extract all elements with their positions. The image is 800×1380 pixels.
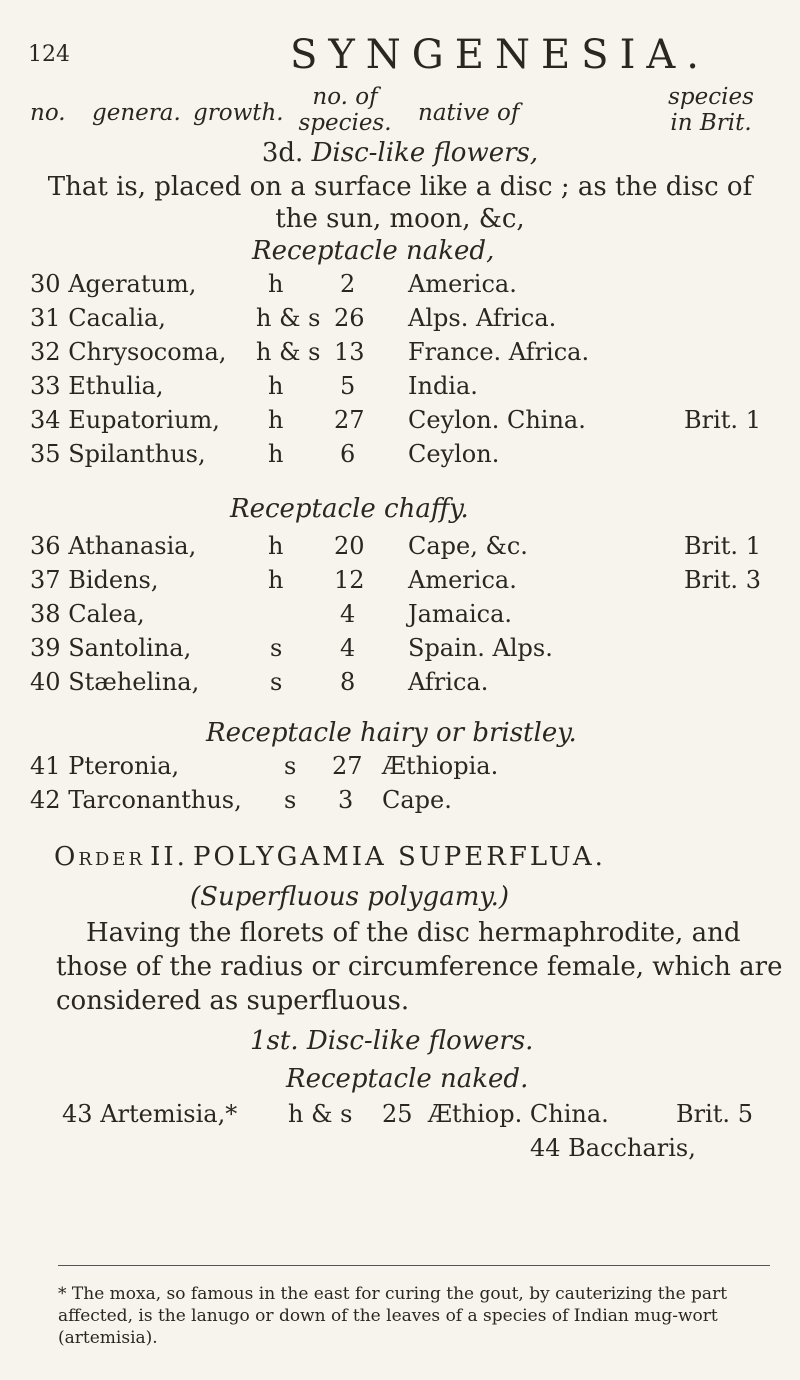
table-row xyxy=(30,752,179,780)
row-species-count: 3 xyxy=(338,786,354,814)
row-species-count: 8 xyxy=(340,668,356,696)
row-growth: h & s xyxy=(288,1100,353,1128)
running-title: SYNGENESIA. xyxy=(290,32,710,78)
row-native: Æthiop. China. xyxy=(428,1100,609,1128)
order-heading xyxy=(54,842,606,872)
row-growth: h xyxy=(268,406,284,434)
row-no: 33 xyxy=(30,372,61,400)
table-row xyxy=(30,270,196,298)
row-brit: Brit. 5 xyxy=(676,1100,753,1128)
row-genus: Santolina, xyxy=(68,634,192,662)
row-genus: Calea, xyxy=(68,600,145,628)
row-species-count: 25 xyxy=(382,1100,413,1128)
row-growth: h xyxy=(268,270,284,298)
col-head-growth: growth. xyxy=(193,100,284,126)
row-native: Africa. xyxy=(408,668,489,696)
col-head-native-of: native of xyxy=(418,100,520,126)
table-row xyxy=(30,668,199,696)
table-row xyxy=(30,532,196,560)
col-head-species-in-brit xyxy=(652,84,770,136)
row-native: Ceylon. China. xyxy=(408,406,586,434)
order-numeral: II. xyxy=(150,842,188,872)
section-heading-3d xyxy=(0,138,800,168)
footnote: * The moxa, so famous in the east for curing the gout, by cauterizing the part affected, is the lanugo or down of the leaves of a species of Indian mug-wort (artemisia). xyxy=(58,1284,728,1348)
row-species-count: 27 xyxy=(334,406,365,434)
group-label-receptacle-naked: Receptacle naked, xyxy=(252,236,495,266)
row-no: 39 xyxy=(30,634,61,662)
row-no: 38 xyxy=(30,600,61,628)
row-genus: Cacalia, xyxy=(68,304,166,332)
row-genus: Artemisia,* xyxy=(100,1100,238,1128)
row-no: 40 xyxy=(30,668,61,696)
section-heading-title: Disc-like flowers, xyxy=(311,138,539,168)
row-no: 37 xyxy=(30,566,61,594)
row-genus: Athanasia, xyxy=(68,532,197,560)
table-row xyxy=(30,372,164,400)
row-no: 31 xyxy=(30,304,61,332)
group-label-receptacle-chaffy: Receptacle chaffy. xyxy=(230,494,469,524)
row-no: 43 xyxy=(62,1100,93,1128)
col-head-no: no. xyxy=(30,100,66,126)
row-species-count: 26 xyxy=(334,304,365,332)
table-row xyxy=(30,634,191,662)
group-label-receptacle-hairy: Receptacle hairy or bristley. xyxy=(206,718,577,748)
order-description-line2: those of the radius or circumference female, which are xyxy=(56,952,783,982)
row-no: 32 xyxy=(30,338,61,366)
row-genus: Ageratum, xyxy=(68,270,197,298)
table-row xyxy=(30,406,220,434)
table-row xyxy=(62,1100,237,1128)
col-head-species-in-brit-line1: species xyxy=(668,84,754,110)
col-head-no-of-species-line1: no. of xyxy=(312,84,378,110)
row-growth: h xyxy=(268,440,284,468)
row-species-count: 2 xyxy=(340,270,356,298)
order-translation: (Superfluous polygamy.) xyxy=(190,882,509,912)
row-genus: Eupatorium, xyxy=(68,406,220,434)
row-native: America. xyxy=(408,566,517,594)
col-head-species-in-brit-line2: in Brit. xyxy=(670,110,752,136)
row-native: France. Africa. xyxy=(408,338,590,366)
row-native: Cape, &c. xyxy=(408,532,528,560)
order-label: Order xyxy=(54,842,145,872)
table-row xyxy=(30,600,145,628)
row-genus: Spilanthus, xyxy=(68,440,206,468)
row-native: Æthiopia. xyxy=(382,752,499,780)
row-no: 36 xyxy=(30,532,61,560)
table-row xyxy=(30,304,166,332)
row-growth: h xyxy=(268,566,284,594)
sub-heading-disc-like: 1st. Disc-like flowers. xyxy=(250,1026,534,1056)
col-head-no-of-species xyxy=(290,84,400,136)
row-species-count: 6 xyxy=(340,440,356,468)
row-no: 30 xyxy=(30,270,61,298)
row-native: India. xyxy=(408,372,478,400)
table-row xyxy=(30,786,242,814)
section-explanation-line1: That is, placed on a surface like a disc ; as the disc of xyxy=(47,172,753,202)
row-species-count: 5 xyxy=(340,372,356,400)
row-growth: s xyxy=(284,752,297,780)
row-species-count: 20 xyxy=(334,532,365,560)
row-no: 34 xyxy=(30,406,61,434)
row-native: America. xyxy=(408,270,517,298)
order-description-line1: Having the florets of the disc hermaphrodite, and xyxy=(86,918,741,948)
row-native: Jamaica. xyxy=(408,600,513,628)
footnote-rule xyxy=(58,1265,770,1266)
row-native: Alps. Africa. xyxy=(408,304,557,332)
sub-label-receptacle-naked: Receptacle naked. xyxy=(286,1064,529,1094)
row-growth: h xyxy=(268,372,284,400)
row-species-count: 4 xyxy=(340,600,356,628)
row-genus: Chrysocoma, xyxy=(68,338,227,366)
row-no: 42 xyxy=(30,786,61,814)
table-row xyxy=(30,338,226,366)
row-growth: h & s xyxy=(256,338,321,366)
page-number: 124 xyxy=(28,42,70,67)
row-native: Cape. xyxy=(382,786,452,814)
section-explanation-line2: the sun, moon, &c, xyxy=(275,204,525,234)
row-species-count: 4 xyxy=(340,634,356,662)
row-brit: Brit. 3 xyxy=(684,566,761,594)
row-genus: Tarconanthus, xyxy=(68,786,242,814)
row-growth: s xyxy=(270,668,283,696)
row-growth: s xyxy=(284,786,297,814)
order-name: POLYGAMIA SUPERFLUA. xyxy=(193,842,606,872)
row-growth: h & s xyxy=(256,304,321,332)
row-growth: s xyxy=(270,634,283,662)
section-heading-number: 3d. xyxy=(261,138,304,168)
catchword: 44 Baccharis, xyxy=(530,1134,696,1162)
row-native: Spain. Alps. xyxy=(408,634,553,662)
order-description-line3: considered as superfluous. xyxy=(56,986,410,1016)
row-brit: Brit. 1 xyxy=(684,532,761,560)
row-genus: Stæhelina, xyxy=(68,668,200,696)
table-row xyxy=(30,566,158,594)
row-species-count: 12 xyxy=(334,566,365,594)
col-head-genera: genera. xyxy=(92,100,181,126)
row-genus: Bidens, xyxy=(68,566,159,594)
row-growth: h xyxy=(268,532,284,560)
row-brit: Brit. 1 xyxy=(684,406,761,434)
row-species-count: 13 xyxy=(334,338,365,366)
col-head-no-of-species-line2: species. xyxy=(298,110,392,136)
row-genus: Ethulia, xyxy=(68,372,164,400)
row-genus: Pteronia, xyxy=(68,752,180,780)
row-species-count: 27 xyxy=(332,752,363,780)
row-no: 41 xyxy=(30,752,61,780)
row-native: Ceylon. xyxy=(408,440,500,468)
row-no: 35 xyxy=(30,440,61,468)
table-row xyxy=(30,440,206,468)
